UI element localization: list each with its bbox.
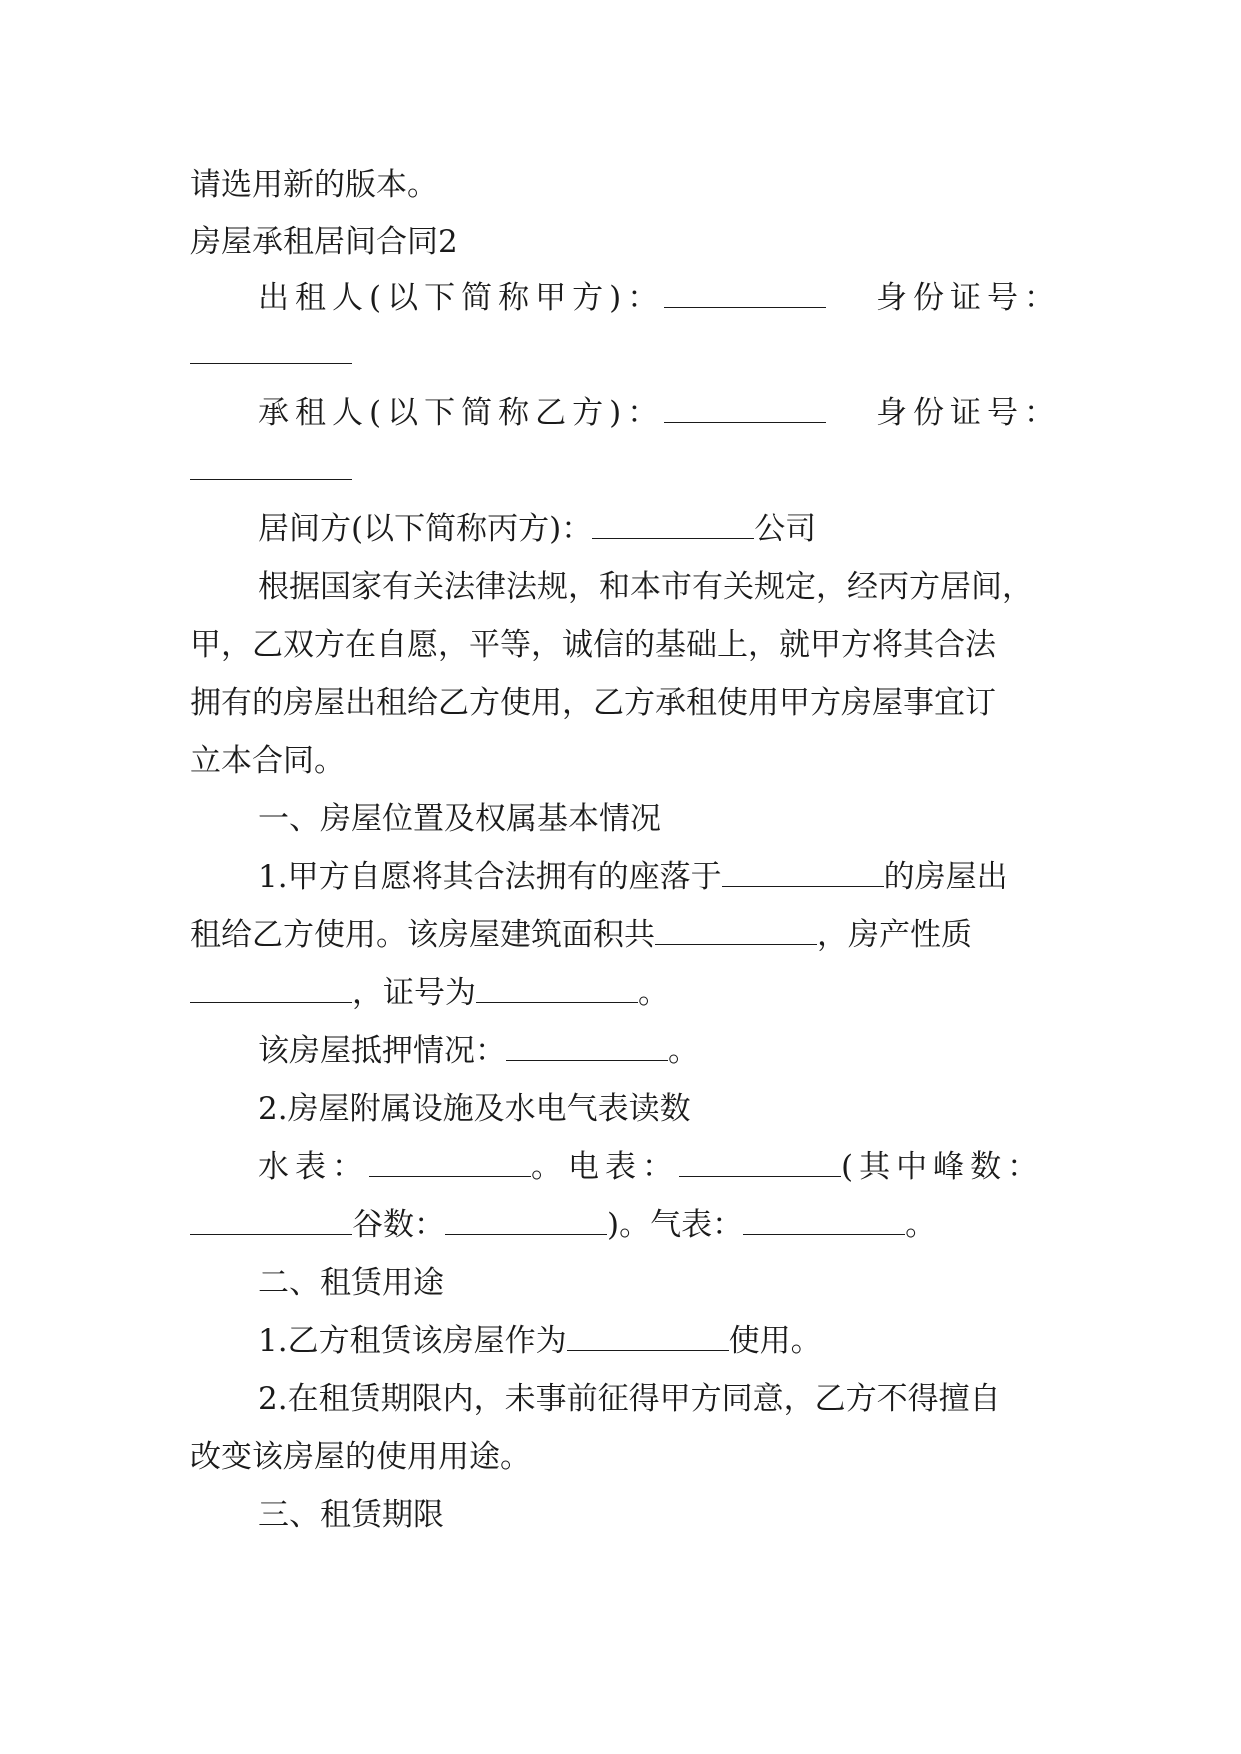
- blank-field: [369, 1150, 531, 1177]
- text-span: 使用。: [728, 1323, 822, 1359]
- text-span: ，证号为: [352, 975, 476, 1011]
- text-span: 甲，乙双方在自愿，平等，诚信的基础上，就甲方将其合法: [190, 627, 996, 663]
- text-span: 2.房屋附属设施及水电气表读数: [258, 1091, 691, 1127]
- text-span: 租给乙方使用。该房屋建筑面积共: [190, 917, 655, 953]
- text-line: [258, 567, 1060, 607]
- blank-field: [743, 1208, 905, 1235]
- blank-line: [190, 450, 1060, 490]
- blank-field: [190, 1208, 352, 1235]
- text-line: [190, 165, 1060, 205]
- meter-line: [190, 1205, 1060, 1245]
- text-line: [190, 625, 1060, 665]
- text-span: 改变该房屋的使用用途。: [190, 1439, 531, 1475]
- blank-field: [506, 1034, 668, 1061]
- text-span: )。气表：: [607, 1207, 744, 1243]
- text-span: 。: [668, 1033, 699, 1069]
- blank-field: [655, 918, 817, 945]
- text-span: 出租人(以下简称甲方)：: [258, 280, 665, 316]
- text-line: [258, 1379, 1060, 1419]
- text-span: ，房产性质: [817, 917, 972, 953]
- text-line: [258, 1321, 1060, 1361]
- text-span: 二、租赁用途: [258, 1265, 444, 1301]
- text-span: 一、房屋位置及权属基本情况: [258, 801, 661, 837]
- blank-field: [679, 1150, 841, 1177]
- blank-field: [190, 337, 352, 364]
- text-span: 承租人(以下简称乙方)：: [258, 395, 665, 431]
- text-span: 水表：: [258, 1149, 369, 1185]
- text-span: 。: [638, 975, 669, 1011]
- text-line: [190, 1437, 1060, 1477]
- blank-field: [567, 1324, 729, 1351]
- blank-field: [592, 512, 754, 539]
- text-span: 2.在租赁期限内，未事前征得甲方同意，乙方不得擅自: [258, 1381, 1001, 1417]
- blank-field: [664, 396, 826, 423]
- text-span: 居间方(以下简称丙方)：: [258, 511, 593, 547]
- text-line: [258, 1089, 1060, 1129]
- text-line: [258, 857, 1060, 897]
- text-span: 房屋承租居间合同2: [190, 224, 458, 260]
- text-span: 该房屋抵押情况：: [258, 1033, 506, 1069]
- lessee-line: [258, 393, 1060, 433]
- text-span: 拥有的房屋出租给乙方使用，乙方承租使用甲方房屋事宜订: [190, 685, 996, 721]
- text-span: 公司: [754, 511, 817, 547]
- text-line: [190, 973, 1060, 1013]
- section-heading: [258, 1263, 1060, 1303]
- section-heading: [258, 1495, 1060, 1535]
- text-span: 三、租赁期限: [258, 1497, 444, 1533]
- blank-field: [190, 453, 352, 480]
- text-span: (其中峰数：: [841, 1149, 1045, 1185]
- blank-field: [445, 1208, 607, 1235]
- text-span: 请选用新的版本。: [190, 167, 438, 203]
- section-heading: [258, 799, 1060, 839]
- lessor-line: [258, 278, 1060, 318]
- blank-field: [664, 281, 826, 308]
- text-span: 。电表：: [531, 1149, 679, 1185]
- text-span: 1.甲方自愿将其合法拥有的座落于: [258, 859, 722, 895]
- text-span: 的房屋出: [883, 859, 1008, 895]
- text-span: 身份证号：: [876, 280, 1061, 316]
- text-line: [190, 741, 1060, 781]
- text-span: 。: [905, 1207, 937, 1243]
- text-line: [190, 915, 1060, 955]
- text-span: 立本合同。: [190, 743, 345, 779]
- text-span: 根据国家有关法律法规，和本市有关规定，经丙方居间，: [258, 569, 1033, 605]
- contract-title: [190, 222, 1060, 262]
- text-line: [190, 683, 1060, 723]
- text-span: 1.乙方租赁该房屋作为: [258, 1323, 567, 1359]
- intermediary-line: [258, 509, 1060, 549]
- blank-line: [190, 334, 1060, 374]
- blank-field: [190, 976, 352, 1003]
- text-span: 谷数：: [352, 1207, 445, 1243]
- text-span: 身份证号：: [876, 395, 1061, 431]
- meter-line: [258, 1147, 1060, 1187]
- blank-field: [476, 976, 638, 1003]
- blank-field: [722, 860, 884, 887]
- text-line: [258, 1031, 1060, 1071]
